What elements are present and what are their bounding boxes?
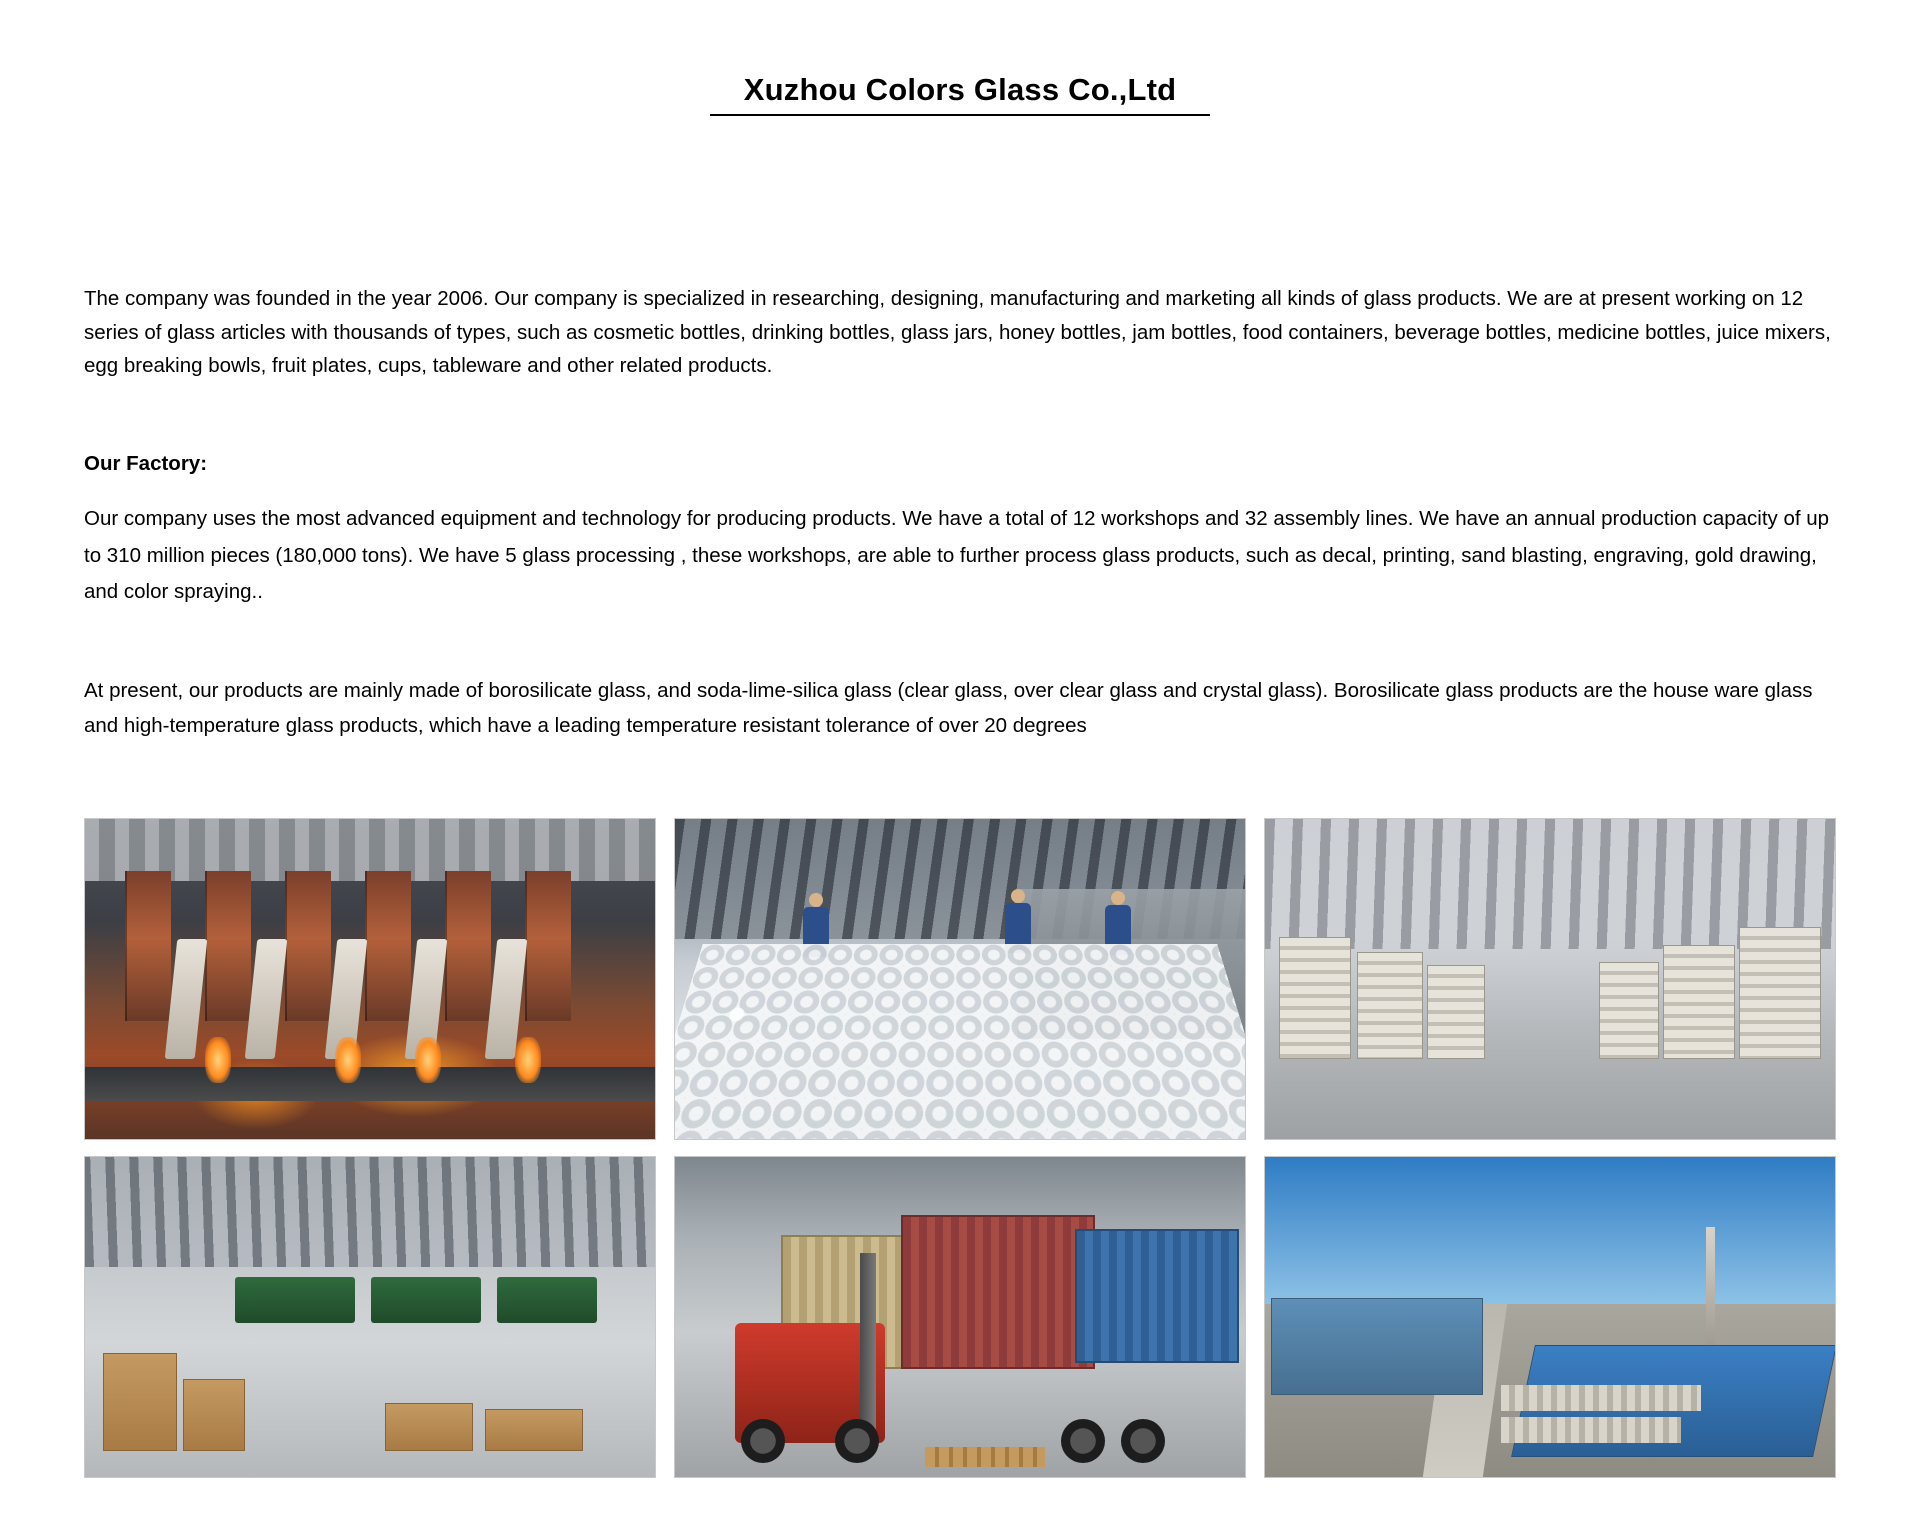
sky-background: [1265, 1157, 1835, 1304]
gallery-row-top: [84, 818, 1836, 1140]
photo-factory-aerial: [1264, 1156, 1836, 1478]
page-title: Xuzhou Colors Glass Co.,Ltd: [710, 69, 1211, 116]
photo-warehouse: [1264, 818, 1836, 1140]
machine-column: [525, 871, 571, 1021]
pallet-stack: [1599, 962, 1659, 1059]
photo-container-loading: [674, 1156, 1246, 1478]
machine-arm: [165, 939, 208, 1059]
conveyor-belt: [85, 1067, 655, 1101]
machine-column: [125, 871, 171, 1021]
wooden-pallet: [385, 1403, 473, 1451]
factory-paragraph: Our company uses the most advanced equipment and technology for producing products. We have a total of 12 workshops and 32 assembly lines. We have an annual production capacity of up to 310 million pieces (180,000 tons). We have 5 glass processing , these workshops, are able to further process glass products, such as decal, printing, sand blasting, engraving, gold drawing, and color spraying..: [84, 507, 1830, 604]
machine-column: [365, 871, 411, 1021]
pallet-stack: [1427, 965, 1485, 1059]
hot-glass-gob: [205, 1037, 231, 1083]
section-heading-our-factory: Our Factory:: [84, 451, 208, 475]
materials-paragraph: At present, our products are mainly made of borosilicate glass, and soda-lime-silica glass (clear glass, over clear glass and crystal glass). Borosilicate glass products are the house ware glass and high-temperature glass products, which have a leading temperature resistant tolerance of over 20 degrees: [84, 678, 1813, 737]
stored-goods-row: [1501, 1385, 1701, 1411]
machine-green: [497, 1277, 597, 1323]
machine-green: [235, 1277, 355, 1323]
worker-head: [1011, 889, 1025, 903]
machine-column: [445, 871, 491, 1021]
photo-packing-workshop: [84, 1156, 656, 1478]
forklift-wheel: [741, 1419, 785, 1463]
worker-head: [809, 893, 823, 907]
hot-glass-gob: [415, 1037, 441, 1083]
hot-glass-gob: [335, 1037, 361, 1083]
truck-wheel: [1121, 1419, 1165, 1463]
pallet-stack: [1279, 937, 1351, 1059]
roof-beams-icon: [85, 1157, 655, 1267]
forklift-wheel: [835, 1419, 879, 1463]
hot-glass-gob: [515, 1037, 541, 1083]
machine-arm: [245, 939, 288, 1059]
forklift-mast: [860, 1253, 876, 1443]
pallet-stack: [1663, 945, 1735, 1059]
stored-goods-row: [1501, 1417, 1681, 1443]
machine-green: [371, 1277, 481, 1323]
pallet-stack: [1739, 927, 1821, 1059]
photo-gallery: [84, 818, 1836, 1494]
shipping-container-red: [901, 1215, 1095, 1369]
truck-wheel: [1061, 1419, 1105, 1463]
gallery-row-bottom: [84, 1156, 1836, 1478]
shipping-container-blue: [1075, 1229, 1239, 1363]
carton-stack: [183, 1379, 245, 1451]
intro-paragraph: The company was founded in the year 2006. Our company is specialized in researching, designing, manufacturing and marketing all kinds of glass products. We are at present working on 12 series of glass articles with thousands of types, such as cosmetic bottles, drinking bottles, glass jars, honey bottles, jam bottles, food containers, beverage bottles, medicine bottles, juice mixers, egg breaking bowls, fruit plates, cups, tableware and other related products.: [84, 287, 1831, 377]
pallet-stack: [1357, 952, 1423, 1059]
glassware-on-conveyor: [674, 944, 1246, 1140]
wooden-pallet: [925, 1447, 1045, 1467]
wooden-pallet: [485, 1409, 583, 1451]
machine-column: [205, 871, 251, 1021]
photo-forming-line: [84, 818, 656, 1140]
worker-head: [1111, 891, 1125, 905]
factory-building: [1271, 1298, 1483, 1395]
photo-annealing-lehr: [674, 818, 1246, 1140]
carton-stack: [103, 1353, 177, 1451]
chimney-icon: [1706, 1227, 1715, 1347]
title-container: [84, 0, 1836, 136]
machine-column: [285, 871, 331, 1021]
